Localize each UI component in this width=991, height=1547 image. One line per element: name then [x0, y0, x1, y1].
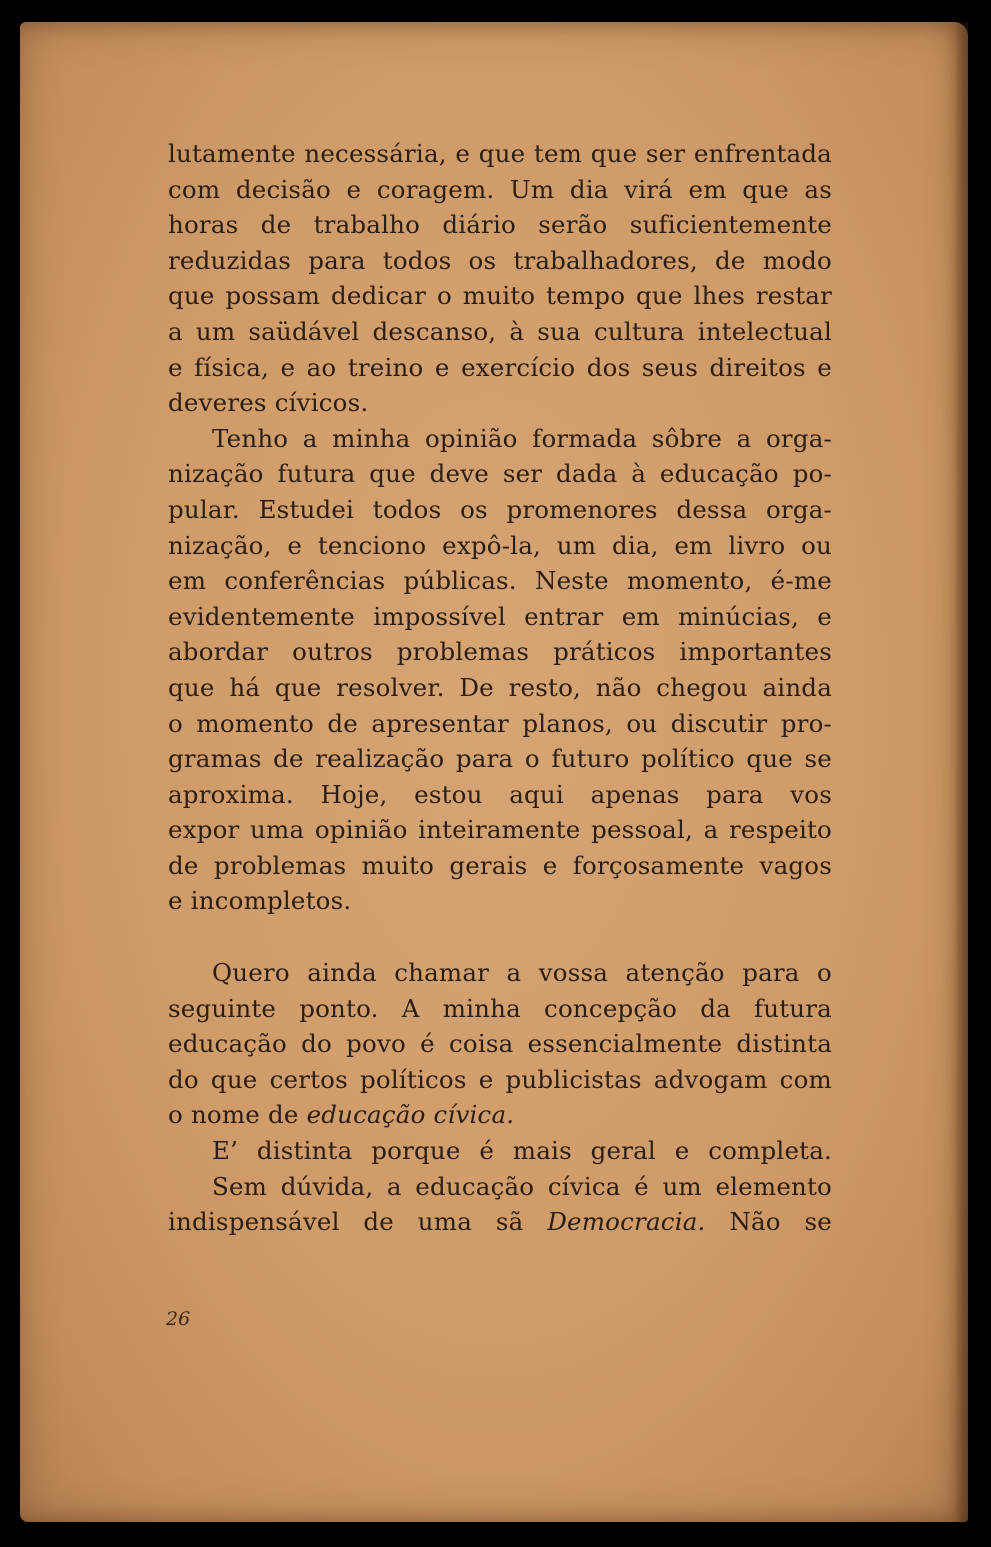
paragraph-3	[168, 955, 832, 1133]
text-line: seguinte ponto. A minha concepção da futura	[168, 993, 832, 1023]
italic-term: educação cívica.	[306, 1100, 515, 1130]
text-line: nização, e tenciono expô-la, um dia, em livro ou	[168, 530, 832, 560]
text-line: expor uma opinião inteiramente pessoal, a respeito	[168, 815, 832, 845]
paragraph-1	[168, 136, 832, 421]
text-line: Quero ainda chamar a vossa atenção para o	[212, 958, 832, 988]
text-line	[168, 1204, 832, 1240]
text-line: e incompletos.	[168, 886, 352, 916]
text-line: que há que resolver. De resto, não chegou ainda	[168, 672, 832, 702]
italic-term: Democracia.	[547, 1207, 706, 1237]
text-line: E’ distinta porque é mais geral e completa.	[212, 1136, 832, 1166]
text-line: com decisão e coragem. Um dia virá em que as	[168, 174, 832, 204]
text-line: nização futura que deve ser dada à educação po-	[168, 459, 832, 489]
paragraph-4	[168, 1133, 832, 1169]
page-edge-shadow	[954, 22, 968, 1522]
text-fragment: o nome de	[168, 1100, 307, 1130]
text-line	[168, 1097, 832, 1133]
page-number: 26	[166, 1308, 191, 1330]
text-line: aproxima. Hoje, estou aqui apenas para vos	[168, 779, 832, 809]
text-line: gramas de realização para o futuro político que se	[168, 744, 832, 774]
text-line: que possam dedicar o muito tempo que lhes restar	[168, 281, 832, 311]
text-fragment: Não se	[705, 1207, 832, 1237]
paragraph-5	[168, 1169, 832, 1240]
text-fragment: indispensável de uma sã	[168, 1207, 548, 1237]
text-line: abordar outros problemas práticos importantes	[168, 637, 832, 667]
text-line: e física, e ao treino e exercício dos seus direitos e	[168, 352, 832, 382]
text-line: deveres cívicos.	[168, 388, 369, 418]
body-text	[168, 136, 832, 1240]
text-line: de problemas muito gerais e forçosamente vagos	[168, 850, 832, 880]
text-line: reduzidas para todos os trabalhadores, de modo	[168, 245, 832, 275]
text-line: evidentemente impossível entrar em minúcias, e	[168, 601, 832, 631]
paragraph-2	[168, 421, 832, 919]
text-line: do que certos políticos e publicistas advogam com	[168, 1064, 832, 1094]
text-line: pular. Estudei todos os promenores dessa orga-	[168, 494, 832, 524]
text-line: Tenho a minha opinião formada sôbre a orga-	[212, 423, 832, 453]
text-line: a um saüdável descanso, à sua cultura intelectual	[168, 316, 832, 346]
text-line: horas de trabalho diário serão suficientemente	[168, 210, 832, 240]
text-line: o momento de apresentar planos, ou discutir pro-	[168, 708, 832, 738]
text-line: Sem dúvida, a educação cívica é um elemento	[212, 1171, 832, 1201]
text-line: em conferências públicas. Neste momento, é-me	[168, 566, 832, 596]
text-line: educação do povo é coisa essencialmente distinta	[168, 1029, 832, 1059]
text-line: lutamente necessária, e que tem que ser enfrentada	[168, 139, 832, 168]
